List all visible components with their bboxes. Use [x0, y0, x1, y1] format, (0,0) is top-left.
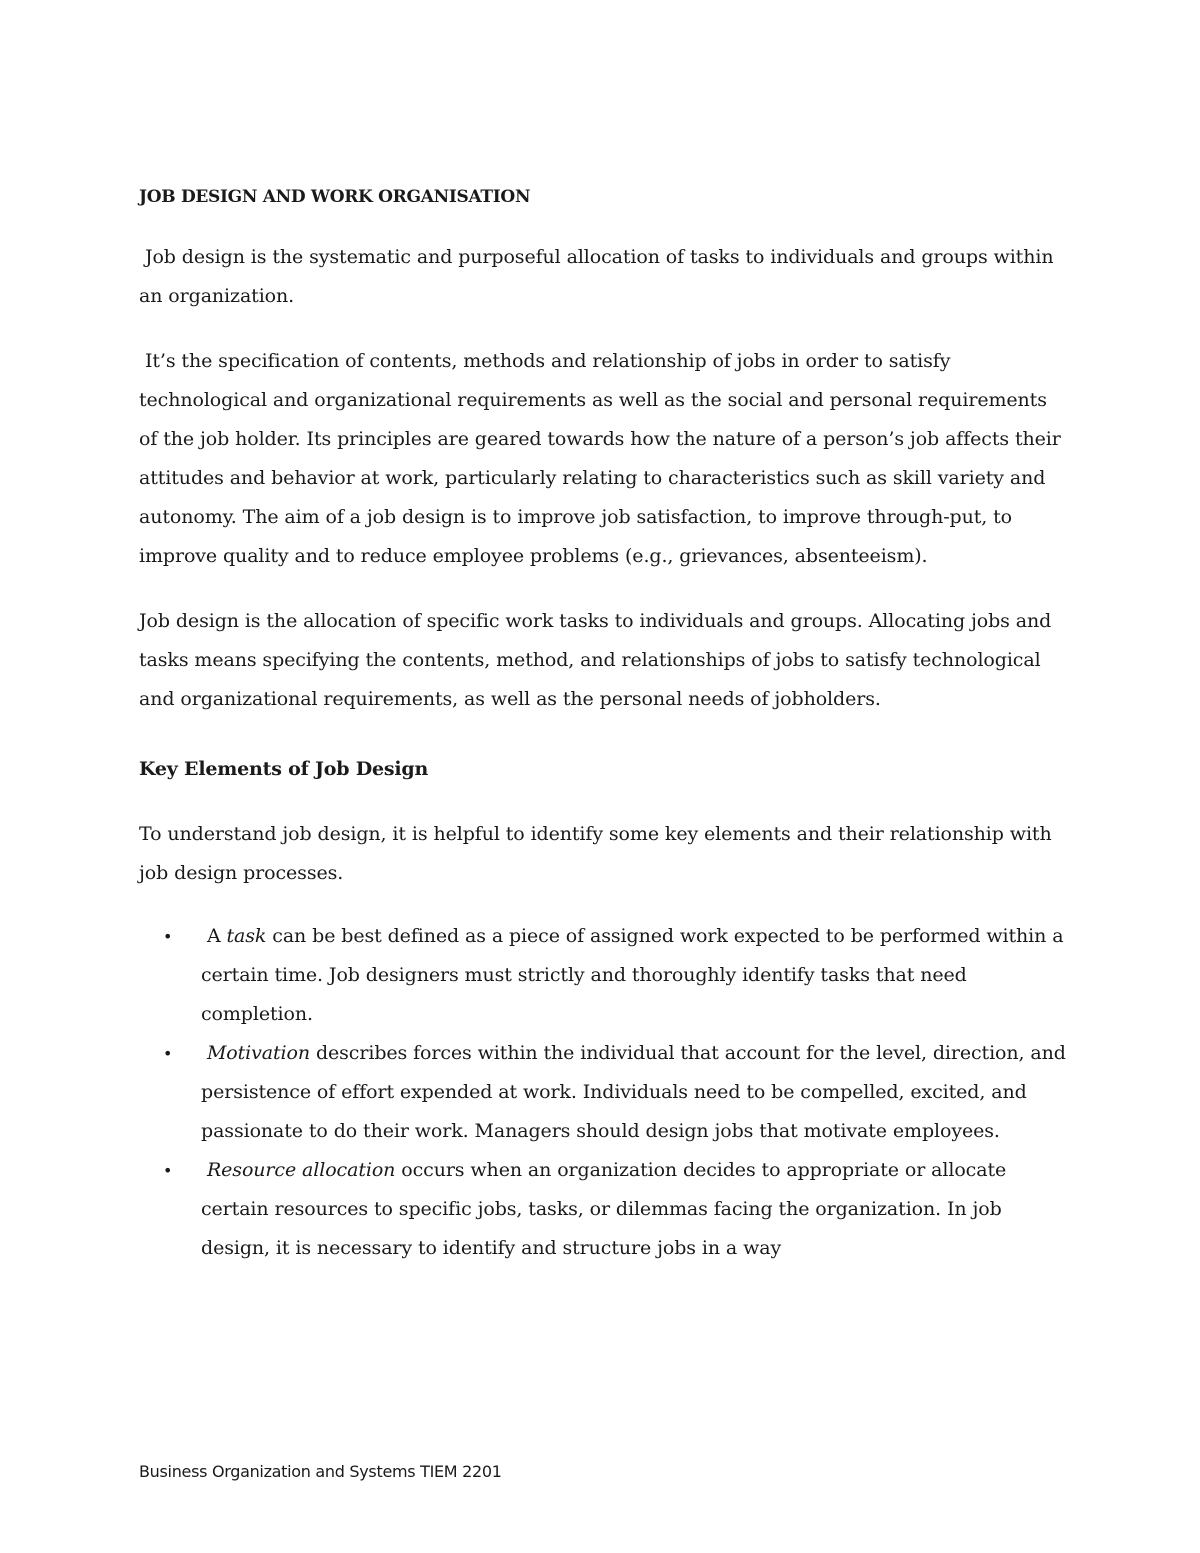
document-body	[139, 183, 1069, 1268]
list-item	[139, 1034, 1069, 1151]
key-elements-list	[139, 917, 1069, 1268]
bullet-icon: •	[163, 927, 173, 946]
paragraph-intro: To understand job design, it is helpful to identify some key elements and their relationship with job design processes.	[139, 823, 1052, 884]
list-item	[139, 917, 1069, 1034]
list-item-lead: A	[201, 925, 227, 947]
list-item-text: describes forces within the individual that account for the level, direction, and persistence of effort expended at work. Individuals need to be compelled, excited, and passionate to do their work. Managers should design jobs that motivate employees.	[201, 1042, 1066, 1142]
list-item	[139, 1151, 1069, 1268]
paragraph-allocation: Job design is the allocation of specific work tasks to individuals and groups. Allocating jobs and tasks means specifying the contents, method, and relationships of jobs to satisfy technological and organizational requirements, as well as the personal needs of jobholders.	[139, 610, 1052, 710]
list-item-term: task	[226, 925, 267, 947]
paragraph-specification: It’s the specification of contents, methods and relationship of jobs in order to satisfy technological and organizational requirements as well as the social and personal requirements of the job holder. Its principles are geared towards how the nature of a person’s job affects their attitudes and behavior at work, particularly relating to characteristics such as skill variety and autonomy. The aim of a job design is to improve job satisfaction, to improve through-put, to improve quality and to reduce employee problems (e.g., grievances, absenteeism).	[139, 350, 1067, 567]
list-item-term: Motivation	[206, 1042, 311, 1064]
list-item-text: occurs when an organization decides to appropriate or allocate certain resources to specific jobs, tasks, or dilemmas facing the organization. In job design, it is necessary to identify and structure jobs in a way	[201, 1159, 1007, 1259]
list-item-term: Resource allocation	[206, 1159, 396, 1181]
list-item-text: can be best defined as a piece of assigned work expected to be performed within a certain time. Job designers must strictly and thoroughly identify tasks that need completion.	[201, 925, 1064, 1025]
document-title: JOB DESIGN AND WORK ORGANISATION	[139, 187, 531, 207]
bullet-icon: •	[163, 1044, 173, 1063]
paragraph-definition: Job design is the systematic and purposeful allocation of tasks to individuals and groups within an organization.	[139, 246, 1060, 307]
bullet-icon: •	[163, 1161, 173, 1180]
section-heading: Key Elements of Job Design	[139, 758, 429, 780]
page-footer: Business Organization and Systems TIEM 2201	[139, 1462, 502, 1481]
